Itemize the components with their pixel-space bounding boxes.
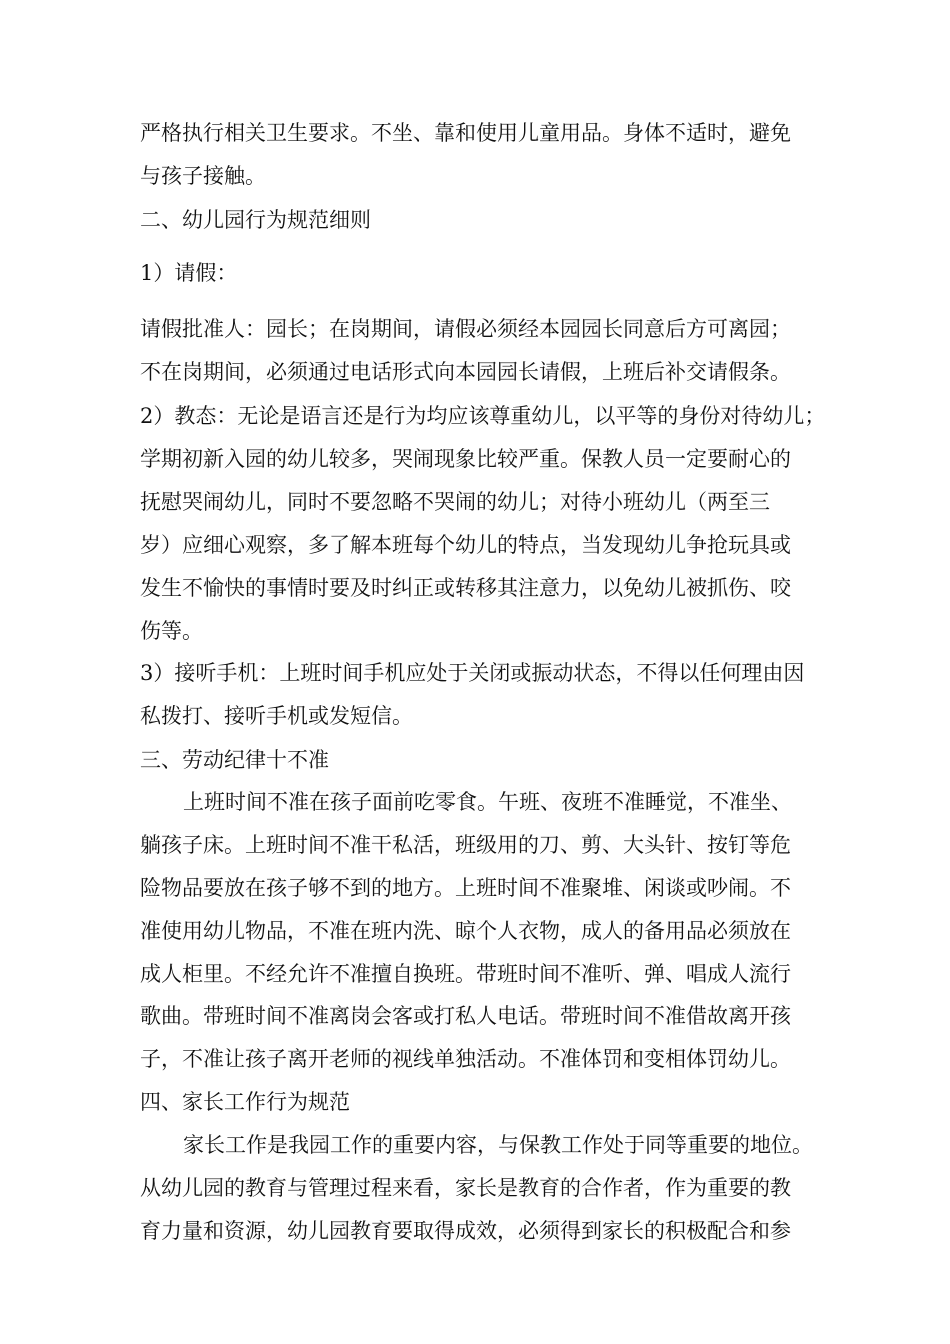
paragraph-line: 家长工作是我园工作的重要内容，与保教工作处于同等重要的地位。: [183, 1133, 813, 1157]
paragraph-line: 歌曲。带班时间不准离岗会客或打私人电话。带班时间不准借故离开孩: [140, 1004, 791, 1028]
paragraph-line: 子，不准让孩子离开老师的视线单独活动。不准体罚和变相体罚幼儿。: [140, 1047, 791, 1071]
paragraph-line: 岁）应细心观察，多了解本班每个幼儿的特点，当发现幼儿争抢玩具或: [140, 533, 791, 557]
paragraph-line: 准使用幼儿物品，不准在班内洗、晾个人衣物，成人的备用品必须放在: [140, 919, 791, 943]
paragraph-line: 抚慰哭闹幼儿，同时不要忽略不哭闹的幼儿；对待小班幼儿（两至三: [140, 490, 770, 514]
paragraph-line: 上班时间不准在孩子面前吃零食。午班、夜班不准睡觉，不准坐、: [183, 790, 792, 814]
paragraph-line: 不在岗期间，必须通过电话形式向本园园长请假，上班后补交请假条。: [140, 360, 791, 384]
section-heading: 三、劳动纪律十不准: [140, 748, 329, 772]
paragraph-line: 从幼儿园的教育与管理过程来看，家长是教育的合作者，作为重要的教: [140, 1176, 791, 1200]
paragraph-line: 请假批准人：园长；在岗期间，请假必须经本园园长同意后方可离园；: [140, 317, 791, 341]
paragraph-line: 伤等。: [140, 619, 203, 643]
paragraph-line: 躺孩子床。上班时间不准干私活，班级用的刀、剪、大头针、按钉等危: [140, 833, 791, 857]
paragraph-line: 成人柜里。不经允许不准擅自换班。带班时间不准听、弹、唱成人流行: [140, 962, 791, 986]
paragraph-line: 严格执行相关卫生要求。不坐、靠和使用儿童用品。身体不适时，避免: [140, 121, 791, 145]
paragraph-line: 学期初新入园的幼儿较多，哭闹现象比较严重。保教人员一定要耐心的: [140, 447, 791, 471]
section-heading: 四、家长工作行为规范: [140, 1090, 350, 1114]
paragraph-line: 育力量和资源，幼儿园教育要取得成效，必须得到家长的积极配合和参: [140, 1219, 791, 1243]
paragraph-line: 私拨打、接听手机或发短信。: [140, 704, 413, 728]
paragraph-line: 2）教态：无论是语言还是行为均应该尊重幼儿，以平等的身份对待幼儿；: [140, 404, 826, 428]
paragraph-line: 3）接听手机：上班时间手机应处于关闭或振动状态，不得以任何理由因: [140, 661, 805, 685]
paragraph-line: 与孩子接触。: [140, 164, 266, 188]
subheading: 1）请假：: [140, 261, 238, 285]
section-heading: 二、幼儿园行为规范细则: [140, 208, 371, 232]
paragraph-line: 险物品要放在孩子够不到的地方。上班时间不准聚堆、闲谈或吵闹。不: [140, 876, 791, 900]
paragraph-line: 发生不愉快的事情时要及时纠正或转移其注意力，以免幼儿被抓伤、咬: [140, 576, 791, 600]
